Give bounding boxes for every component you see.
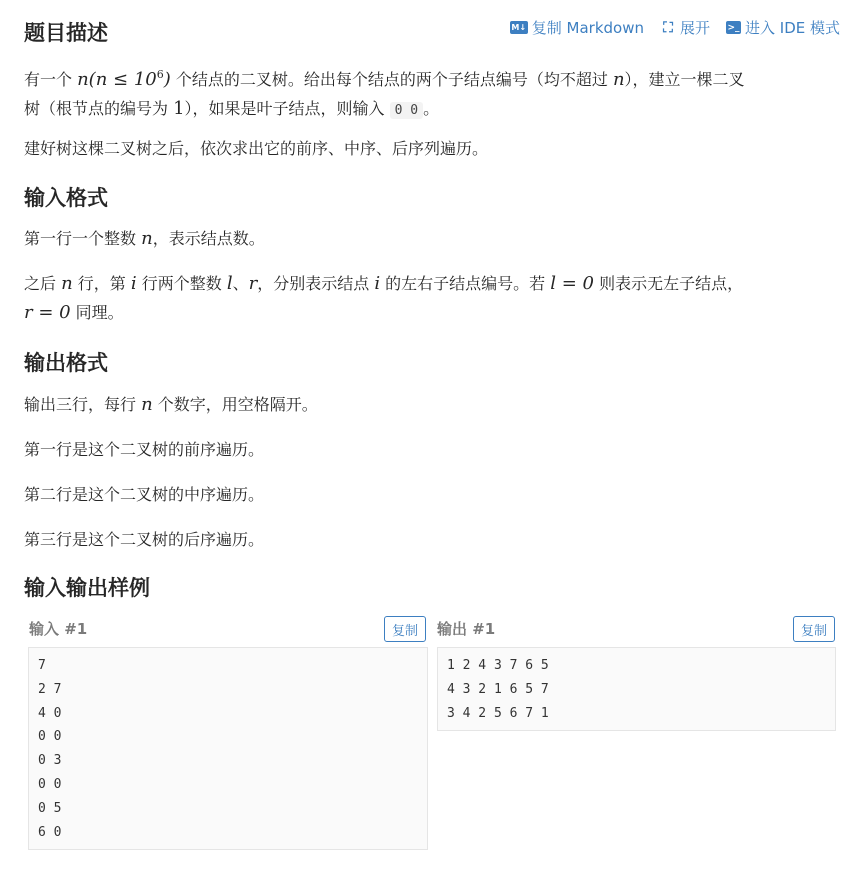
sample-input-line: 0 0 bbox=[38, 776, 62, 792]
output-format-paragraph-2: 第一行是这个二叉树的前序遍历。 bbox=[24, 440, 265, 459]
sample-output-line: 3 4 2 5 6 7 1 bbox=[447, 705, 549, 721]
sample-input-line: 4 0 bbox=[38, 705, 62, 721]
heading-output-format: 输出格式 bbox=[24, 351, 108, 375]
sample-output-line: 1 2 4 3 7 6 5 bbox=[447, 658, 549, 673]
output-format-paragraph-4: 第三行是这个二叉树的后序遍历。 bbox=[24, 530, 265, 549]
input-format-paragraph-1: 第一行一个整数 n，表示结点数。 bbox=[24, 228, 265, 249]
expand-label: 展开 bbox=[679, 19, 710, 37]
expand-icon: ⛶ bbox=[663, 19, 673, 36]
input-format-paragraph-2: 之后 n 行，第 i 行两个整数 l、r，分别表示结点 i 的左右子结点编号。若 l = 0 则表示无左子结点， r = 0 同理。 bbox=[24, 273, 744, 323]
heading-input-format: 输入格式 bbox=[24, 186, 108, 210]
sample-output-box bbox=[437, 647, 836, 731]
math-n-bound: $n(n \le 10^6)$ bbox=[77, 68, 171, 90]
sample-input-line: 2 7 bbox=[38, 681, 62, 697]
copy-output-button[interactable]: 复制 bbox=[793, 616, 835, 642]
sample-input-line: 0 5 bbox=[38, 800, 62, 816]
sample-input-line: 0 3 bbox=[38, 753, 62, 769]
toolbar bbox=[510, 17, 840, 38]
sample-input-line: 6 0 bbox=[38, 824, 62, 840]
inline-code-zero-zero: 0 0 bbox=[390, 102, 423, 119]
copy-markdown-button[interactable] bbox=[510, 17, 644, 38]
ide-mode-button[interactable] bbox=[726, 17, 840, 38]
copy-markdown-label: 复制 Markdown bbox=[531, 19, 644, 37]
sample-input-line: 0 0 bbox=[38, 729, 62, 745]
sample-output-title: 输出 #1 bbox=[437, 620, 496, 638]
sample-input-box bbox=[28, 647, 428, 850]
output-format-paragraph-3: 第二行是这个二叉树的中序遍历。 bbox=[24, 485, 265, 504]
sample-input-line: 7 bbox=[38, 658, 46, 673]
description-paragraph-2: 建好树这棵二叉树之后，依次求出它的前序、中序、后序列遍历。 bbox=[24, 139, 489, 158]
heading-samples: 输入输出样例 bbox=[24, 576, 150, 600]
sample-input-title: 输入 #1 bbox=[29, 620, 88, 638]
ide-mode-label: 进入 IDE 模式 bbox=[745, 19, 840, 37]
markdown-icon: M↓ bbox=[511, 23, 527, 32]
heading-description: 题目描述 bbox=[24, 21, 108, 45]
description-paragraph-1: 有一个 $n(n \le 10^6)$ 个结点的二叉树。给出每个结点的两个子结点编号（均不超过 n），建立一棵二叉 树（根节点的编号为 1），如果是叶子结点，则输入 0 0 。 bbox=[24, 68, 745, 119]
terminal-icon: >_ bbox=[727, 22, 740, 33]
expand-button[interactable] bbox=[660, 17, 710, 38]
sample-output-line: 4 3 2 1 6 5 7 bbox=[447, 681, 549, 697]
copy-input-button[interactable]: 复制 bbox=[384, 616, 426, 642]
output-format-paragraph-1: 输出三行，每行 n 个数字，用空格隔开。 bbox=[24, 394, 318, 415]
